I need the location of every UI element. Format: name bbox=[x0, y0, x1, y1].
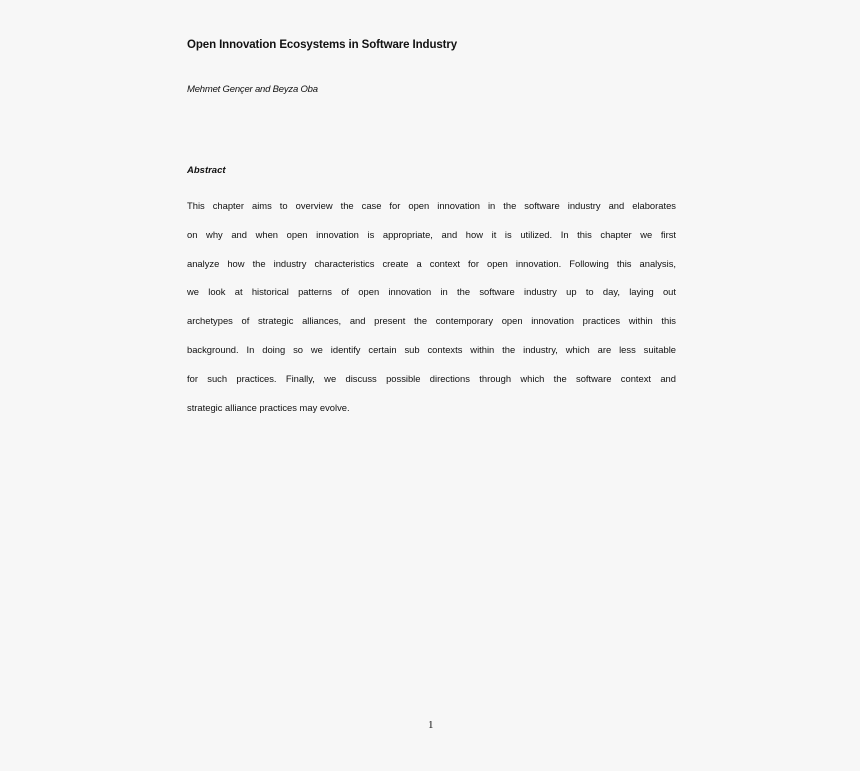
abstract-line: archetypes of strategic alliances, and present the contemporary open innovation practices within this bbox=[187, 315, 676, 327]
abstract-heading: Abstract bbox=[187, 165, 226, 176]
abstract-line: background. In doing so we identify certain sub contexts within the industry, which are less suitable bbox=[187, 343, 676, 355]
abstract-body bbox=[187, 199, 676, 429]
abstract-line: analyze how the industry characteristics create a context for open innovation. Following this analysis, bbox=[187, 257, 676, 269]
abstract-line: on why and when open innovation is appropriate, and how it is utilized. In this chapter we first bbox=[187, 228, 676, 240]
document-authors: Mehmet Gençer and Beyza Oba bbox=[187, 84, 318, 95]
document-title: Open Innovation Ecosystems in Software Industry bbox=[187, 39, 458, 51]
abstract-line: for such practices. Finally, we discuss possible directions through which the software context and bbox=[187, 372, 676, 384]
abstract-line: strategic alliance practices may evolve. bbox=[187, 401, 350, 413]
page-number: 1 bbox=[428, 719, 434, 731]
abstract-line: we look at historical patterns of open innovation in the software industry up to day, laying out bbox=[187, 286, 676, 298]
abstract-line: This chapter aims to overview the case for open innovation in the software industry and elaborates bbox=[187, 200, 676, 211]
